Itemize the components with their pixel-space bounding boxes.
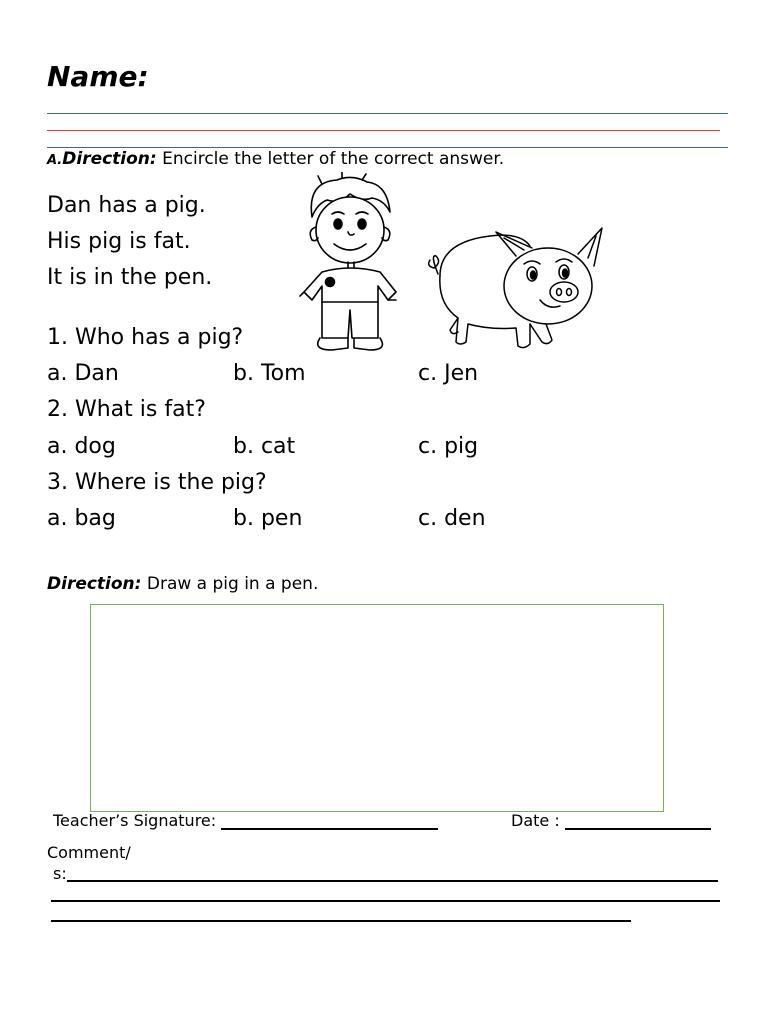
section-letter: A. [47, 153, 63, 168]
story-text [47, 188, 212, 296]
question-3-prompt: 3. Where is the pig? [47, 470, 267, 495]
direction-label: Direction: [47, 574, 142, 594]
story-line: His pig is fat. [47, 229, 191, 254]
question-2-option-c[interactable]: c. pig [418, 434, 479, 459]
comment-label-line-1: Comment/ [47, 843, 131, 862]
question-3-option-a[interactable]: a. bag [47, 506, 116, 531]
teacher-signature-row [53, 810, 438, 830]
question-3-option-c[interactable]: c. den [418, 506, 486, 531]
writing-line-middle [47, 130, 720, 131]
question-2-option-b[interactable]: b. cat [233, 434, 296, 459]
boy-image [292, 172, 407, 356]
question-2-prompt: 2. What is fat? [47, 397, 206, 422]
story-line: Dan has a pig. [47, 193, 206, 218]
date-label: Date : [511, 811, 565, 830]
comment-label-line-2: s: [53, 864, 67, 883]
direction-label: Direction: [62, 149, 157, 169]
direction-text: Draw a pig in a pen. [141, 574, 319, 594]
question-2-option-a[interactable]: a. dog [47, 434, 116, 459]
writing-line-bottom [47, 147, 728, 148]
story-line: It is in the pen. [47, 265, 213, 290]
name-label: Name: [47, 60, 149, 93]
signature-line[interactable] [221, 810, 438, 830]
comment-line-3[interactable] [51, 920, 631, 922]
question-3-option-b[interactable]: b. pen [233, 506, 303, 531]
date-line[interactable] [565, 810, 711, 830]
question-1-option-c[interactable]: c. Jen [418, 361, 479, 386]
comment-line-1[interactable] [67, 880, 718, 882]
question-1-prompt: 1. Who has a pig? [47, 325, 244, 350]
pig-image [420, 224, 606, 352]
section-a-direction [47, 149, 504, 169]
signature-label: Teacher’s Signature: [53, 811, 222, 830]
section-b-direction [47, 574, 318, 594]
question-1-option-b[interactable]: b. Tom [233, 361, 306, 386]
date-row [511, 810, 711, 830]
comment-line-2[interactable] [51, 900, 720, 902]
drawing-box[interactable] [90, 604, 664, 812]
writing-line-top [47, 113, 728, 114]
question-1-option-a[interactable]: a. Dan [47, 361, 119, 386]
direction-text: Encircle the letter of the correct answer. [156, 149, 505, 169]
